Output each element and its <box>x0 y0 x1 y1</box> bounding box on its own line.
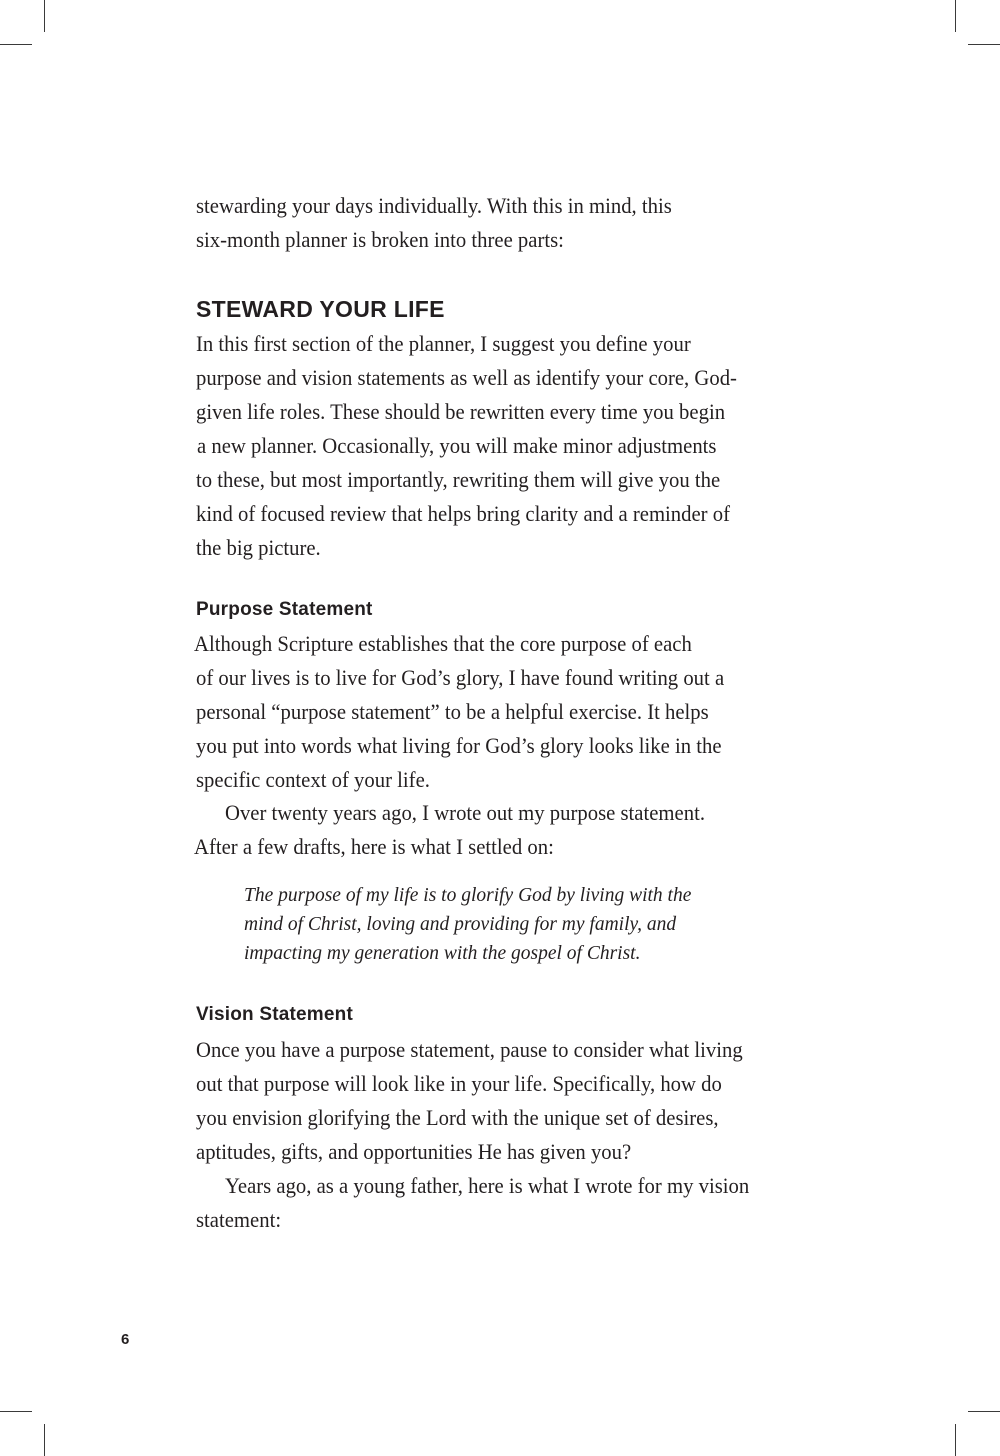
section-line: In this first section of the planner, I suggest you define your <box>196 331 691 356</box>
vision-heading: Vision Statement <box>196 1004 353 1025</box>
crop-mark-top-right-vertical <box>955 0 956 32</box>
purpose-quote-line: The purpose of my life is to glorify God by living with the <box>244 885 692 906</box>
purpose-line: personal “purpose statement” to be a helpful exercise. It helps <box>196 699 709 724</box>
section-line: to these, but most importantly, rewriting them will give you the <box>196 467 721 492</box>
page-number: 6 <box>121 1331 130 1348</box>
purpose-line: of our lives is to live for God’s glory, I have found writing out a <box>196 665 725 690</box>
vision-line: you envision glorifying the Lord with the unique set of desires, <box>196 1105 719 1130</box>
section-line: purpose and vision statements as well as identify your core, God- <box>196 365 737 390</box>
vision-line: out that purpose will look like in your life. Specifically, how do <box>196 1071 722 1096</box>
crop-mark-bottom-right-vertical <box>955 1424 956 1456</box>
intro-line: six-month planner is broken into three parts: <box>196 227 564 252</box>
vision-line: statement: <box>196 1207 282 1232</box>
section-line: given life roles. These should be rewritten every time you begin <box>196 399 726 424</box>
purpose-line: Although Scripture establishes that the core purpose of each <box>194 631 692 656</box>
section-line: kind of focused review that helps bring clarity and a reminder of <box>196 501 731 526</box>
vision-line: Years ago, as a young father, here is what I wrote for my vision <box>225 1173 750 1198</box>
crop-mark-bottom-left-vertical <box>44 1424 45 1456</box>
purpose-heading: Purpose Statement <box>196 599 373 620</box>
purpose-line: Over twenty years ago, I wrote out my purpose statement. <box>225 800 705 825</box>
purpose-quote-line: impacting my generation with the gospel of Christ. <box>244 943 641 964</box>
crop-mark-bottom-right-horizontal <box>968 1411 1000 1412</box>
section-line: the big picture. <box>196 535 321 560</box>
crop-mark-top-left-horizontal <box>0 44 32 45</box>
purpose-line: specific context of your life. <box>196 767 430 792</box>
intro-line: stewarding your days individually. With this in mind, this <box>196 193 672 218</box>
crop-mark-bottom-left-horizontal <box>0 1411 32 1412</box>
crop-mark-top-right-horizontal <box>968 44 1000 45</box>
crop-mark-top-left-vertical <box>44 0 45 32</box>
section-heading: STEWARD YOUR LIFE <box>196 296 445 322</box>
purpose-quote-line: mind of Christ, loving and providing for my family, and <box>244 914 677 935</box>
vision-line: aptitudes, gifts, and opportunities He has given you? <box>196 1139 632 1164</box>
section-line: a new planner. Occasionally, you will make minor adjustments <box>197 433 717 458</box>
purpose-line: After a few drafts, here is what I settled on: <box>194 834 554 859</box>
purpose-line: you put into words what living for God’s glory looks like in the <box>196 733 722 758</box>
vision-line: Once you have a purpose statement, pause to consider what living <box>196 1037 743 1062</box>
